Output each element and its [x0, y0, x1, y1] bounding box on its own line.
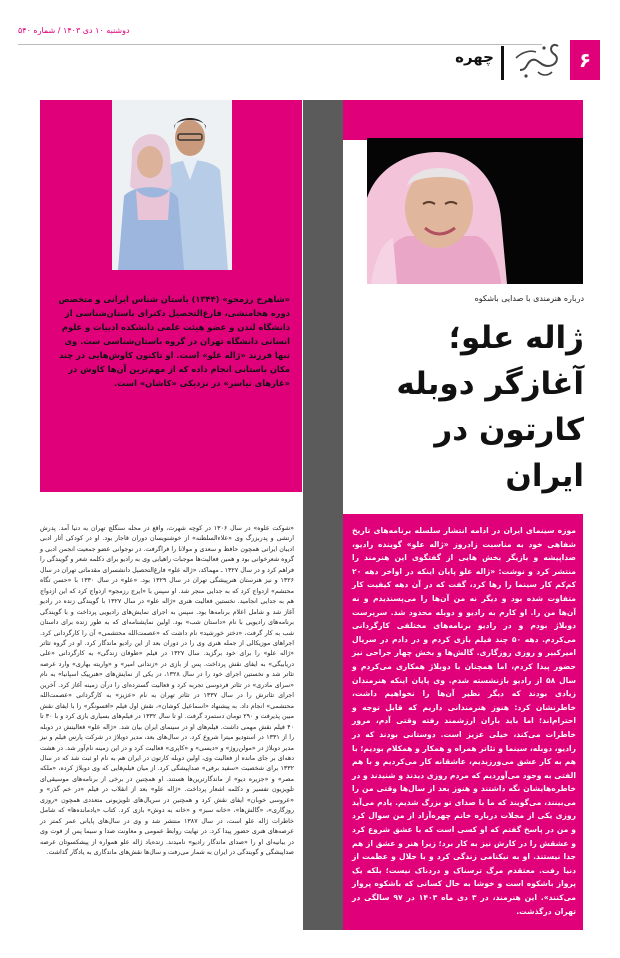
issue-date: دوشنبه ۱۰ دی ۱۴۰۳ / شماره ۵۴۰	[18, 26, 130, 35]
page-header	[18, 22, 600, 82]
portrait-photo	[367, 138, 583, 284]
section-divider	[501, 46, 504, 80]
article-lead: موزه سینمای ایران در ادامه انتشار سلسله برنامه‌های تاریخ شفاهی خود به مناسبت زادروز «ژاله علو» گوینده رادیو، صداپیشه و بازیگر بخش هایی از گفتگوی این هنرمند را منتشر کرد و نوشت: «ژاله علو پایان اینکه در اواخر دهه ۲۰ کم‌کم کار سینما را رها کرد، گفت که در آن دهه کیفیت کار متفاوت شده بود و دیگر نه من آن‌ها را می‌پسندیدم و نه آن‌ها من را. او کارم به رادیو و دوبله محدود شد. سرپرست دوبلاژ بودم و در رادیو برنامه‌های مختلفی کارگردانی می‌کردم. دهه ۵۰ چند فیلم بازی کردم و در دادم در سریال امیرکبیر و روزی روزگاری. گالش‌ها و بخش چهار جراحی نیز حضور پیدا کردم، اما همچنان با دوبلاژ همکاری می‌کردم و سال ۵۸ از رادیو بازنشسته شدم. وی پایان اینکه هنرمندان زیادی بودند که دیگر نظیر آن‌ها را نخواهیم داشت، خاطرنشان کرد: هنوز هنرمندانی داریم که قابل توجه و احترام‌اند؛ اما باید باران ارزشمند رفته وقتی آدم، مرور خاطرات می‌کند، خیلی عزیز است. دوستانی بودند که در رادیو، دوبله، سینما و تئاتر همراه و همکار و همکلام بودیم؛ با هم به کار عشق می‌ورزیدیم، عاشقانه کار می‌کردیم و با هم الفتی به وجود می‌آوردیم که مردم روزی دیدند و شنیدند و در خاطره‌هایشان نگه داشتند و هنوز بعد از سال‌ها وقتی من را می‌بینند، می‌گویند که ما با صدای تو بزرگ شدیم. یادم می‌آید روزی یکی از مجلات درباره خانم چهره‌آزاد از من سوال کرد و من در پاسخ گفتم که او کسی است که با عشق شروع کرد و عشقش را در کارش نیز به کار برد؛ زیرا هنر و عشق از هم جدا نیستند. او به نیکنامی زندگی کرد و با جلال و عظمت از دنیا رفت. معتقدم مرگ ترسناک و دردناک نیست؛ بلکه یک پرواز باشکوه است و خوشا به حال کسانی که باشکوه پرواز می‌کنند». این هنرمند، در ۳ دی ماه ۱۴۰۳ در ۹۷ سالگی در تهران درگذشت.	[352, 526, 577, 916]
section-label: چهره	[455, 48, 494, 66]
page-number: ۶	[570, 40, 600, 80]
newspaper-logo	[508, 36, 564, 82]
header-rule	[18, 44, 542, 45]
couple-photo	[112, 100, 232, 270]
photo-caption: «شاهرخ رزمجو» (۱۳۴۴) باستان شناس ایرانی و متخصص دوره هخامنشی، فارغ‌التحصیل دکترای باستان‌شناسی از دانشگاه لندن و عضو هیئت علمی دانشکده ادبیات و علوم انسانی دانشگاه تهران در گروه باستان‌شناسی ست. وی تنها فرزند «ژاله علو» است. او تاکنون کاوش‌هایی در چند مکان باستانی انجام داده که از مهم‌ترین آن‌ها کاوش در «غارهای نیاسر» در نزدیکی «کاشان» است.	[58, 294, 290, 388]
article-body: «شوکت علوه» در سال ۱۳۰۶ در کوچه شهرت، واقع در محله سنگلج تهران به دنیا آمد. پدرش ارتشی و پدربزرگ وی «علاءالسلطنه» از خوشنویسان دوران قاجار بود. او در کودکی آثار ادبی ادیبان ایرانی همچون حافظ و سعدی و مولانا را فراگرفت. در نوجوانی عضو جمعیت انجمن ادبی و گروه شعرخوانی بود و همین فعالیت‌ها موجبات راهیابی وی به رادیو برای دکلمه شعر و گویندگی را فراهم کرد و در سال ۱۳۲۷ ـ مهماکد، «ژاله علو» فارغ‌التحصیل دانشسرای مقدماتی تهران در سال ۱۳۲۶ و نیز هنرستان هنرپیشگی تهران در سال ۱۳۲۹ بود. «علو» در سال ۱۳۳۰ با «حسن تگاه محتشم» ازدواج کرد که به جدایی منجر شد. او سپس با «ایرج رزمجو» ازدواج کرد که این ازدواج هم به جدایی انجامید. نخستین فعالیت هنری «ژاله علو» در سال ۱۳۲۷ با گویندگی زنده در رادیو آغاز شد و شامل اعلام برنامه‌ها بود. سپس به اجرای نمایش‌های رادیویی پرداخت و با گویندگی برنامه‌های رادیویی با نام «داستان شب» بود. اولین نمایشنامه‌ای که به طور زنده برای داستان شب به کار گرفت، «دختر خورشید» نام داشت که «عصمت‌الله محتشمی» آن را کارگردانی کرد. اجراهای موزیکالی از جمله هنری وی را در دوران بعد از این رادیو ماندگار کرد. او در گروه تئاتر «ژاله علو» را برای خود برگزید. سال ۱۳۲۷ در فیلم «طوفان زندگی» به کارگردانی «علی دریابیگی» به ایفای نقش پرداخت. پس از بازی در «زندانی امیر» و «واریته بهاری» وارد عرصه تئاتر شد و نخستین اجرای خود را در سال ۱۳۲۸، در یکی از نمایش‌های «هنرپیک اسپانیا» به نام «سرای مادری» در تئاتر فردوسی تجربه کرد و فعالیت گسترده‌ای را درآن زمینه آغاز کرد. آخرین اجرای تئاترش را در سال ۱۳۳۷ در تئاتر تهران به نام «عزیز» به کارگردانی «عصمت‌الله محتشمی» انجام داد. به پیشنهاد «اسماعیل کوشان»، نقش اول فیلم «افسونگر» را با ایفای نقش مبین پذیرفت و ۲۹۰ تومان دستمزد گرفت. او تا سال ۱۳۳۲ در فیلم‌های بسیاری بازی کرد و با ۳۰ تا ۴۰ فیلم نقش مهمی داشت. فیلم‌های او در سینمای ایران بیان شد. «ژاله علو» فعالیتش در دوبله را از ۱۳۳۱ در استودیو میترا شروع کرد. در سال‌های بعد، مدیر دوبلاژ در شرکت پارس فیلم و نیز مدیر دوبلاژ در «مولن‌روژ» و «دیسی» و «کاپری» فعالیت کرد و در این زمینه نام‌آور شد. در هشت دهه‌ای بر جای مانده از فعالیت وی، اولین دوبله کارتون در ایران هم به نام او ثبت شد که در سال ۱۳۳۲ برای شخصیت «سفید برفی» صداپیشگی کرد. از میان فیلم‌هایی که وی دوبلاژ کرده، «ملکه مصر» و «جزیره دیو» از ماندگارترین‌ها هستند. او همچنین در برخی از برنامه‌های موسیقی‌ای تلویزیون تفسیر و دکلمه اشعار پرداخت. «ژاله علو» بعد از انقلاب در فیلم «در خم گذر» و «عروسی خوبان» ایفای نقش کرد و همچنین در سریال‌های تلویزیونی متعددی همچون «روزی روزگاری»، «گالش‌ها»، «خانه سبز» و «خانه به دوش» بازی کرد. کتاب «یادمانده‌ها» که شامل خاطرات ژاله علو است، در سال ۱۳۸۷ منتشر شد و وی در سال‌های پایانی عمر کمتر در عرصه‌های هنری حضور پیدا کرد. در نهایت روابط عمومی و معاونت صدا و سیما پس از فوت وی در بیانیه‌ای او را «صدای ماندگار رادیو» نامیدند. زنده‌یاد ژاله علو همواره از پیشکسوتان عرصه صداپیشگی و گویندگی در ایران به شمار می‌رفت و سال‌ها نقش‌های ماندگاری به یادگار گذاشت.	[40, 525, 295, 857]
decorative-strip	[303, 100, 343, 930]
article-title: ژاله علو؛ آغازگر دوبله کارتون در ایران	[396, 320, 584, 494]
title-panel-top	[343, 100, 583, 140]
article-overline: درباره هنرمندی با صدایی باشکوه	[474, 294, 584, 303]
